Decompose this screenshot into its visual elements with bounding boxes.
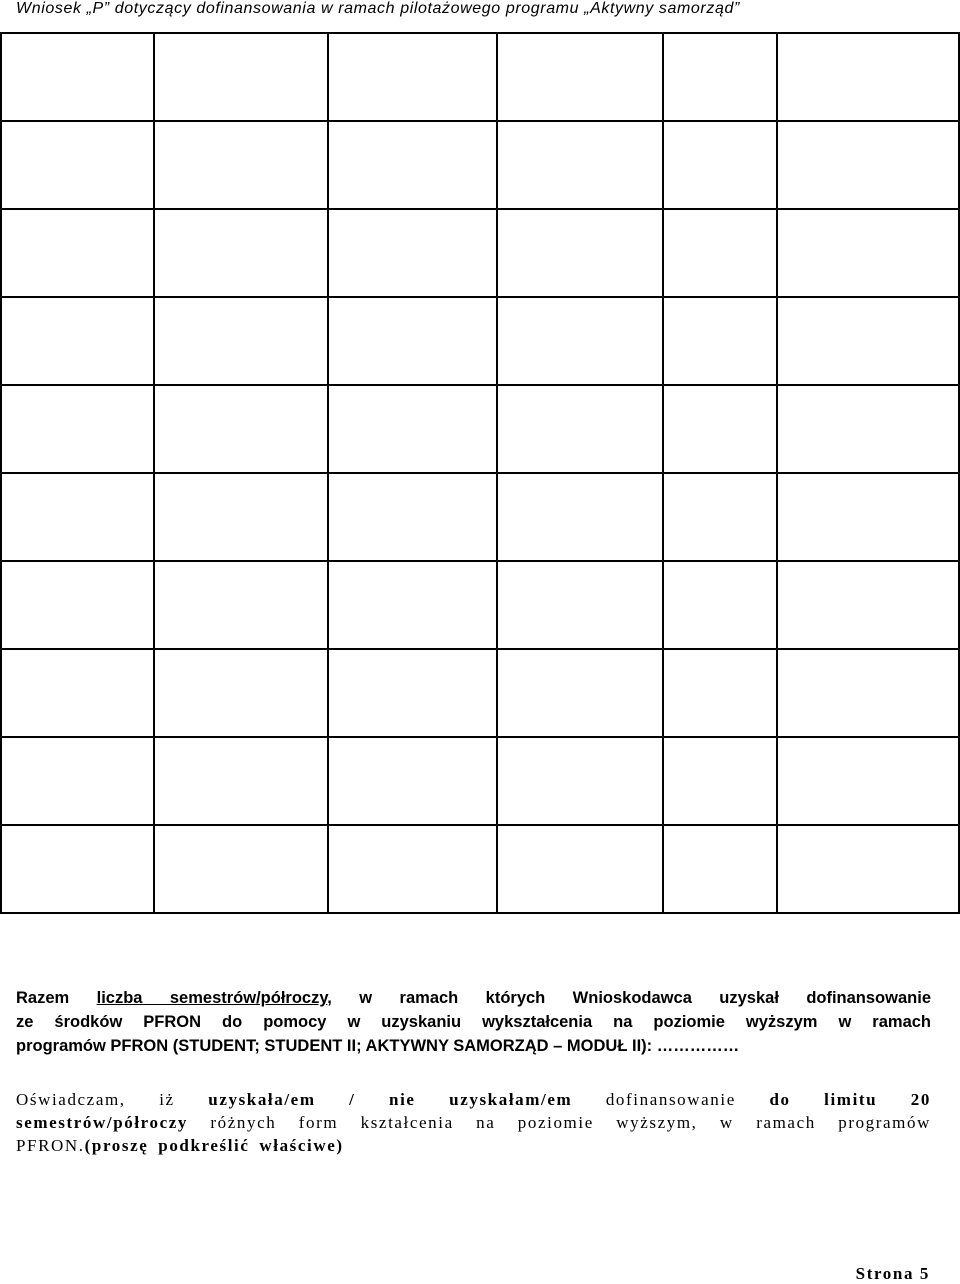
declaration-text: Oświadczam, iż — [16, 1090, 209, 1109]
summary-underlined-text: liczba semestrów/półroczy — [96, 989, 328, 1007]
table-cell[interactable] — [663, 209, 777, 297]
declaration-line-1 — [16, 1088, 931, 1111]
semesters-total-statement — [16, 986, 931, 1058]
table-cell[interactable] — [1, 297, 154, 385]
declaration-statement — [16, 1088, 931, 1157]
table-cell[interactable] — [328, 473, 497, 561]
table-cell[interactable] — [1, 33, 154, 121]
table-cell[interactable] — [328, 33, 497, 121]
table-cell[interactable] — [497, 209, 663, 297]
table-cell[interactable] — [154, 825, 328, 913]
table-cell[interactable] — [328, 561, 497, 649]
table-row — [1, 297, 959, 385]
table-cell[interactable] — [328, 297, 497, 385]
table-cell[interactable] — [777, 297, 959, 385]
table-row — [1, 825, 959, 913]
table-cell[interactable] — [497, 473, 663, 561]
table-cell[interactable] — [663, 33, 777, 121]
page-number: Strona 5 — [855, 1264, 930, 1283]
table-cell[interactable] — [328, 209, 497, 297]
declaration-instruction: (proszę podkreślić właściwe) — [84, 1136, 344, 1155]
semesters-table — [0, 32, 960, 914]
table-cell[interactable] — [777, 385, 959, 473]
table-cell[interactable] — [777, 649, 959, 737]
table-cell[interactable] — [1, 825, 154, 913]
table-cell[interactable] — [154, 385, 328, 473]
table-cell[interactable] — [154, 473, 328, 561]
table-cell[interactable] — [663, 473, 777, 561]
declaration-text: dofinansowanie — [572, 1090, 770, 1109]
table-cell[interactable] — [328, 385, 497, 473]
table-cell[interactable] — [497, 33, 663, 121]
table-cell[interactable] — [777, 561, 959, 649]
table-cell[interactable] — [328, 825, 497, 913]
table-row — [1, 385, 959, 473]
summary-text: Razem — [16, 989, 97, 1007]
table-cell[interactable] — [663, 649, 777, 737]
table-cell[interactable] — [328, 649, 497, 737]
table-row — [1, 649, 959, 737]
summary-line-3 — [16, 1034, 931, 1058]
table-cell[interactable] — [497, 737, 663, 825]
table-cell[interactable] — [663, 385, 777, 473]
table-cell[interactable] — [663, 825, 777, 913]
table-cell[interactable] — [154, 297, 328, 385]
table-cell[interactable] — [1, 209, 154, 297]
declaration-text: PFRON. — [16, 1136, 85, 1155]
table-cell[interactable] — [777, 737, 959, 825]
summary-text: , w ramach których Wnioskodawca uzyskał dofinansowanie — [327, 989, 931, 1007]
table-cell[interactable] — [497, 385, 663, 473]
table-cell[interactable] — [497, 649, 663, 737]
table-cell[interactable] — [154, 33, 328, 121]
table-cell[interactable] — [777, 825, 959, 913]
table-cell[interactable] — [154, 649, 328, 737]
table-row — [1, 121, 959, 209]
table-cell[interactable] — [497, 297, 663, 385]
table-cell[interactable] — [777, 33, 959, 121]
table-cell[interactable] — [154, 209, 328, 297]
table-row — [1, 737, 959, 825]
table-cell[interactable] — [663, 737, 777, 825]
table-cell[interactable] — [777, 473, 959, 561]
table-cell[interactable] — [497, 121, 663, 209]
declaration-line-2 — [16, 1111, 931, 1134]
table-cell[interactable] — [154, 737, 328, 825]
table-cell[interactable] — [663, 121, 777, 209]
table-cell[interactable] — [1, 737, 154, 825]
table-cell[interactable] — [154, 121, 328, 209]
table-cell[interactable] — [777, 121, 959, 209]
table-cell[interactable] — [777, 209, 959, 297]
summary-line-1 — [16, 986, 931, 1010]
summary-text: programów PFRON (STUDENT; STUDENT II; AKTYWNY SAMORZĄD – MODUŁ II): …………… — [16, 1037, 740, 1055]
table-cell[interactable] — [154, 561, 328, 649]
table-cell[interactable] — [1, 473, 154, 561]
declaration-limit: do limitu 20 — [769, 1090, 931, 1109]
document-header: Wniosek „P” dotyczący dofinansowania w ramach pilotażowego programu „Aktywny samorząd” — [16, 0, 740, 17]
declaration-term: semestrów/półroczy — [16, 1113, 188, 1132]
declaration-option[interactable]: uzyskała/em / nie uzyskałam/em — [208, 1090, 573, 1109]
table-cell[interactable] — [1, 121, 154, 209]
table-cell[interactable] — [328, 737, 497, 825]
table-cell[interactable] — [328, 121, 497, 209]
table-row — [1, 473, 959, 561]
table-cell[interactable] — [663, 561, 777, 649]
summary-line-2 — [16, 1010, 931, 1034]
table-cell[interactable] — [1, 649, 154, 737]
table-cell[interactable] — [497, 825, 663, 913]
table-cell[interactable] — [1, 561, 154, 649]
table-cell[interactable] — [663, 297, 777, 385]
table-row — [1, 209, 959, 297]
summary-text: ze środków PFRON do pomocy w uzyskaniu wykształcenia na poziomie wyższym w ramach — [16, 1013, 931, 1031]
table-cell[interactable] — [497, 561, 663, 649]
table-row — [1, 33, 959, 121]
declaration-line-3 — [16, 1134, 931, 1157]
table-row — [1, 561, 959, 649]
declaration-text: różnych form kształcenia na poziomie wyższym, w ramach programów — [188, 1113, 931, 1132]
table-cell[interactable] — [1, 385, 154, 473]
